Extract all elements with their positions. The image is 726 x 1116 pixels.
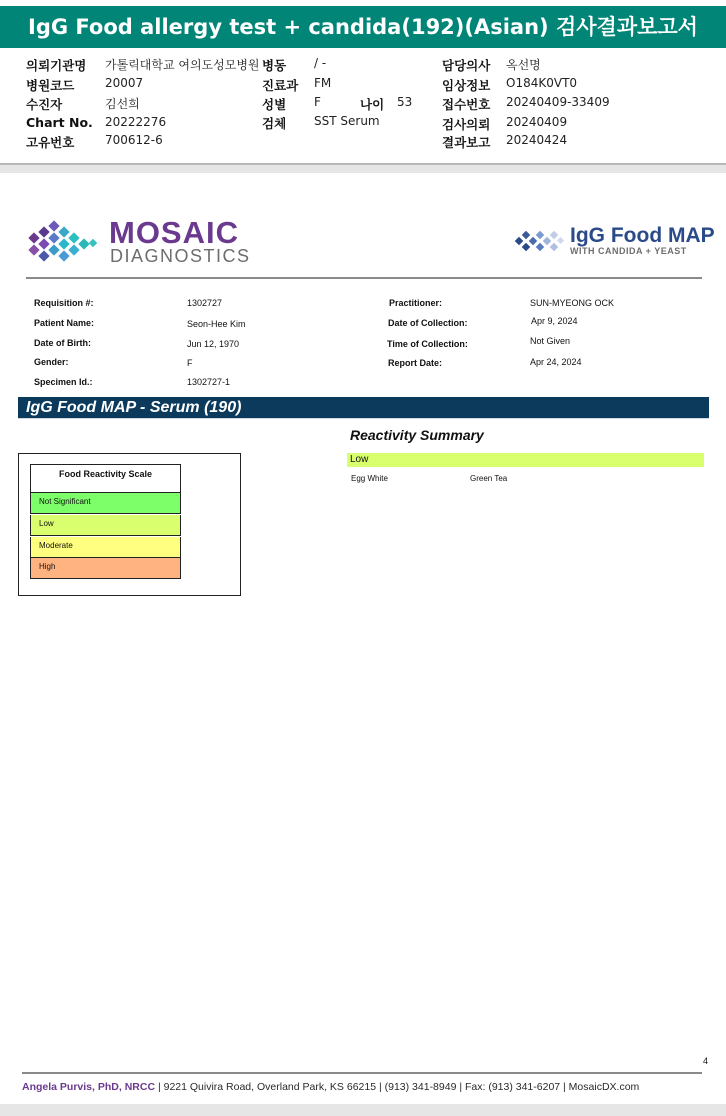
dob-label: Date of Birth: [34,338,91,348]
chart-no-label: Chart No. [26,115,93,130]
chart-no-value: 20222276 [105,115,167,129]
collection-time-value: Not Given [530,336,571,346]
collection-time-label: Time of Collection: [387,339,468,349]
product-subtitle: WITH CANDIDA + YEAST [570,246,687,256]
collection-date-label: Date of Collection: [388,318,468,328]
scale-level-low: Low [30,515,181,536]
specimen-id-value: 1302727-1 [187,377,231,387]
page-number: 4 [703,1056,709,1066]
dob-value: Jun 12, 1970 [187,339,240,349]
clinical-info-label: 임상정보 [442,78,491,93]
practitioner-label: Practitioner: [389,298,443,308]
footer-text [22,1081,639,1093]
patient-name-value: Seon-Hee Kim [187,319,246,329]
footer-divider [22,1072,702,1074]
scale-level-high: High [30,558,181,579]
clinical-info-value: O184K0VT0 [506,76,578,90]
scale-level-moderate: Moderate [30,537,181,558]
gender-value: F [187,358,193,368]
doctor-label: 담당의사 [442,58,491,73]
doctor-value: 옥선명 [506,58,541,72]
section-title: IgG Food MAP - Serum (190) [26,399,242,416]
practitioner-value: SUN-MYEONG OCK [530,298,615,308]
summary-food-item: Egg White [351,474,388,483]
age-value: 53 [397,95,413,109]
scale-level-not-significant: Not Significant [30,493,181,514]
footer-author: Angela Purvis, PhD, NRCC [22,1081,156,1093]
examinee-value: 김선희 [105,97,140,111]
summary-food-item: Green Tea [470,474,508,483]
specimen-value: SST Serum [314,114,380,128]
product-name: IgG Food MAP [570,224,715,247]
unique-no-label: 고유번호 [26,135,75,150]
footer-address: | 9221 Quivira Road, Overland Park, KS 66215 | (913) 341-8949 | Fax: (913) 341-6207 | MosaicDX.com [157,1081,640,1093]
brand-divider [26,277,702,279]
department-value: FM [314,76,332,90]
company-subtitle: DIAGNOSTICS [110,246,251,266]
requisition-label: Requisition #: [34,298,94,308]
report-date-value: Apr 24, 2024 [530,357,582,367]
institution-label: 의뢰기관명 [26,58,87,73]
age-label: 나이 [360,97,385,112]
patient-name-label: Patient Name: [34,318,95,328]
hospital-code-value: 20007 [105,76,144,90]
department-label: 진료과 [262,78,299,93]
institution-value: 가톨릭대학교 여의도성모병원 [105,58,260,72]
company-name: MOSAIC [109,215,239,250]
section-underline [18,418,709,419]
test-request-label: 검사의뢰 [442,117,491,132]
page-bottom-band [0,1104,726,1116]
mosaic-logo-icon [26,220,102,264]
requisition-value: 1302727 [187,298,223,308]
reactivity-scale-title: Food Reactivity Scale [30,464,181,493]
summary-low-label: Low [350,454,369,465]
specimen-label: 검체 [262,116,287,131]
ward-label: 병동 [262,58,287,73]
report-title: IgG Food allergy test + candida(192)(Asian) 검사결과보고서 [28,15,698,39]
igg-food-map-logo-icon [514,228,566,256]
receipt-no-label: 접수번호 [442,97,491,112]
specimen-id-label: Specimen Id.: [34,377,93,387]
summary-low-band [347,453,704,467]
receipt-no-value: 20240409-33409 [506,95,610,109]
collection-date-value: Apr 9, 2024 [531,316,578,326]
sex-value: F [314,95,321,109]
reactivity-summary-title: Reactivity Summary [350,427,484,443]
unique-no-value: 700612-6 [105,133,163,147]
gender-label: Gender: [34,357,69,367]
hospital-code-label: 병원코드 [26,78,75,93]
report-date-label: Report Date: [388,358,443,368]
result-report-value: 20240424 [506,133,568,147]
ward-value: / - [314,56,327,70]
result-report-label: 결과보고 [442,135,491,150]
page-gap [0,165,726,173]
examinee-label: 수진자 [26,97,63,112]
sex-label: 성별 [262,97,287,112]
test-request-value: 20240409 [506,115,568,129]
